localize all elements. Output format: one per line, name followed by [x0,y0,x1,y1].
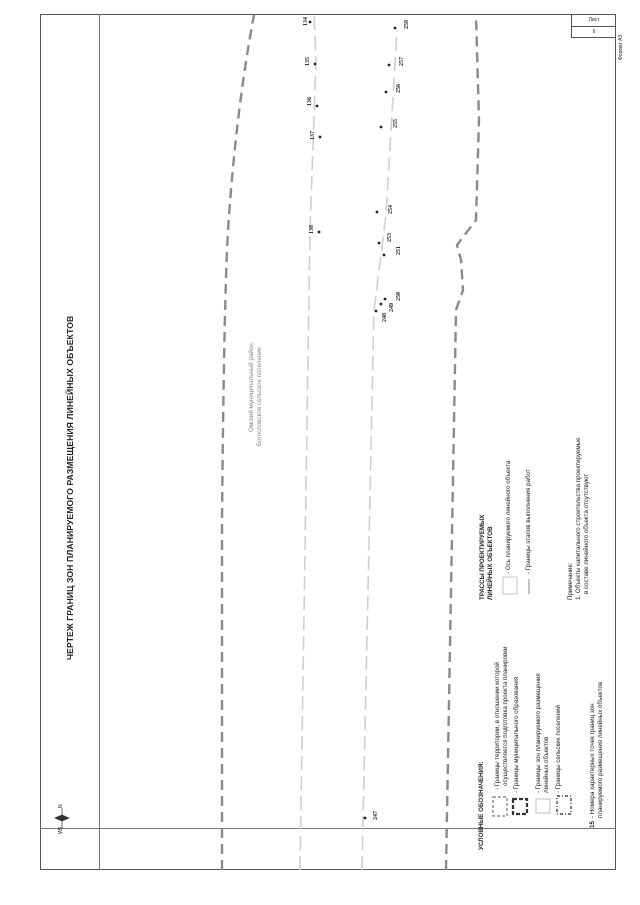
point-label-136: 136 [307,97,313,106]
point-253 [378,242,381,245]
point-label-248: 248 [382,313,388,322]
territory-boundary [446,15,479,870]
legend-heading: УСЛОВНЫЕ ОБОЗНАЧЕНИЯ: [478,761,485,850]
legend-item-5-line2: планируемого размещения линейных объектов [597,681,604,818]
route-symbol-axis [503,577,517,594]
point-247 [364,817,367,820]
municipal-boundary [222,15,254,870]
point-markers [309,21,397,820]
sheet-label: Лист [588,17,600,23]
point-label-256: 256 [396,84,402,93]
point-258 [394,27,397,30]
point-255 [380,126,383,129]
compass-w: W [58,829,64,834]
point-256 [385,91,388,94]
point-label-138: 138 [309,225,315,234]
point-248 [375,310,378,313]
region-label-line1: Омский муниципальный район, [248,341,255,432]
legend-item-5-line1: - Номера характерных точек границ зон [589,703,596,818]
format-label: Формат А3 [618,34,624,60]
point-label-250: 250 [396,292,402,301]
route-axis-1 [300,15,316,870]
point-label-135: 135 [305,57,311,66]
legend-item-2: - Границы муниципального образования [513,676,520,793]
note-line2: в составе линейного объекта отсутствуют [583,473,590,594]
point-label-137: 137 [310,131,316,140]
point-254 [376,211,379,214]
legend-item-3-line1: - Границы зон планируемого размещения [535,673,542,793]
point-label-255: 255 [393,119,399,128]
legend-item-3-line2: линейных объектов [543,736,550,793]
point-250 [384,298,387,301]
routes-heading-line1: ТРАССЫ ПРОЕКТИРУЕМЫХ [479,514,486,600]
route-item-axis: - Ось планируемого линейного объекта [505,460,512,574]
compass-n: N [58,804,64,808]
route-item-stage: - Границы этапов выполнения работ [525,469,532,574]
compass-icon [55,808,69,828]
legend-item-1-line1: - Границы территории, в отношении которой [494,662,501,790]
legend-point-example: 15 [589,821,596,828]
point-137 [319,136,322,139]
point-label-134: 134 [303,17,309,26]
point-label-257: 257 [399,57,405,66]
compass-s: S [58,826,64,830]
point-label-258: 258 [404,20,410,29]
legend-symbol-rural [557,796,571,814]
legend-item-1-line2: осуществляется подготовка проекта планировки [502,646,509,786]
region-label-line2: Богословское сельское поселение [256,346,263,446]
point-label-247: 247 [373,811,379,820]
page-title: ЧЕРТЕЖ ГРАНИЦ ЗОН ПЛАНИРУЕМОГО РАЗМЕЩЕНИЯ ЛИНЕЙНЫХ ОБЪЕКТОВ [65,315,75,660]
point-138 [318,231,321,234]
point-136 [316,105,319,108]
point-label-253: 253 [387,233,393,242]
point-label-251: 251 [396,246,402,255]
point-134 [309,21,312,24]
legend-symbol-territory [493,797,507,816]
legend-symbol-zones [536,799,550,813]
point-135 [314,63,317,66]
route-axis-2 [362,30,397,870]
point-251 [383,254,386,257]
legend-symbol-municipal [513,799,527,814]
point-249 [380,303,383,306]
legend-item-4: - Границы сельских поселений [555,705,562,793]
routes-heading-line2: ЛИНЕЙНЫХ ОБЪЕКТОВ [487,526,494,600]
note-line1: 1. Объекты капитального строительства проектируемые [575,437,582,600]
sheet-number-box [571,14,616,38]
note-heading: Примечание: [567,562,574,600]
point-257 [388,64,391,67]
sheet-number: 6 [592,29,596,35]
point-label-254: 254 [388,205,394,214]
point-label-249: 249 [389,303,395,312]
